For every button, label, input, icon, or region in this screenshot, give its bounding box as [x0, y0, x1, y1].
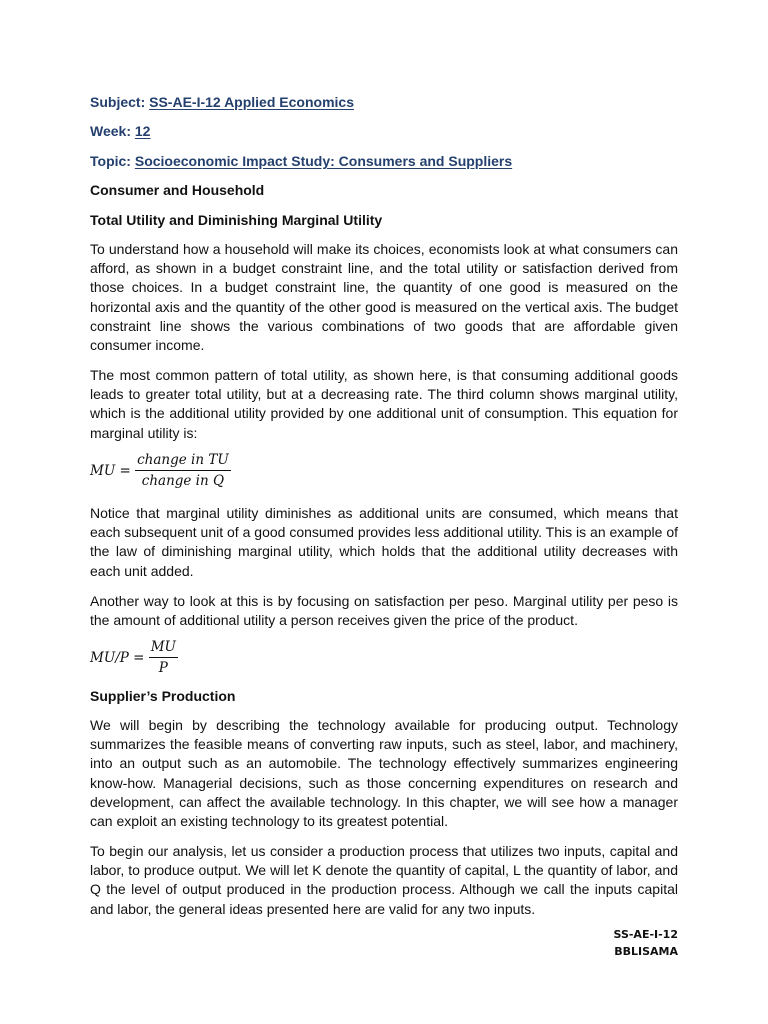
section-heading-supplier: Supplier’s Production: [90, 688, 236, 704]
paragraph-budget-constraint: To understand how a household will make its choices, economists look at what consumers can afford, as shown in a budget constraint line, and the total utility or satisfaction derived from those choices. In a budget constraint line, the quantity of one good is measured on the horizontal axis and the quantity of the other good is measured on the vertical axis. The budget constraint line shows the various combinations of two goods that are affordable given consumer income.: [90, 241, 678, 354]
subheading-utility: Total Utility and Diminishing Marginal Utility: [90, 212, 383, 228]
week-value: 12: [134, 123, 151, 139]
footer-author: BBLISAMA: [614, 945, 678, 958]
page-footer: [614, 926, 678, 960]
topic-label: Topic:: [90, 153, 131, 169]
equation-denominator: change in Q: [141, 473, 225, 489]
equation-denominator: P: [158, 660, 168, 676]
topic-value: Socioeconomic Impact Study: Consumers and Suppliers: [134, 153, 513, 169]
equation-fraction: [135, 452, 231, 489]
topic-line: [90, 152, 512, 170]
week-line: [90, 122, 150, 140]
footer-code: SS-AE-I-12: [613, 928, 678, 941]
equation-fraction: [149, 639, 178, 676]
paragraph-technology: We will begin by describing the technology available for producing output. Technology summarizes the feasible means of converting raw inputs, such as steel, labor, and machinery, into an output such as an automobile. The technology effectively summarizes engineering know-how. Managerial decisions, such as those concerning expenditures on research and development, can affect the available technology. In this chapter, we will see how a manager can exploit an existing technology to its greatest potential.: [90, 717, 678, 830]
subject-value: SS-AE-I-12 Applied Economics: [149, 94, 354, 110]
paragraph-per-peso: Another way to look at this is by focusing on satisfaction per peso. Marginal utility per peso is the amount of additional utility a person receives given the price of the product.: [90, 593, 678, 629]
week-label: Week:: [90, 123, 131, 139]
paragraph-production-process: To begin our analysis, let us consider a production process that utilizes two inputs, capital and labor, to produce output. We will let K denote the quantity of capital, L the quantity of labor, and Q the level of output produced in the production process. Although we call the inputs capital and labor, the general ideas presented here are valid for any two inputs.: [90, 843, 678, 917]
section-heading-consumer: Consumer and Household: [90, 182, 265, 198]
paragraph-diminishing: Notice that marginal utility diminishes as additional units are consumed, which means that each subsequent unit of a good consumed provides less additional utility. This is an example of the law of diminishing marginal utility, which holds that the additional utility decreases with each unit added.: [90, 505, 678, 579]
equation-lhs: MU/P =: [90, 649, 145, 666]
equation-numerator: change in TU: [135, 452, 231, 471]
equation-lhs: MU =: [90, 462, 131, 479]
paragraph-total-utility: The most common pattern of total utility, as shown here, is that consuming additional goods leads to greater total utility, but at a decreasing rate. The third column shows marginal utility, which is the additional utility provided by one additional unit of consumption. This equation for marginal utility is:: [90, 367, 678, 441]
subject-line: [90, 93, 354, 111]
utility-per-peso-equation: [90, 639, 178, 676]
equation-numerator: MU: [149, 639, 178, 658]
marginal-utility-equation: [90, 452, 231, 489]
subject-label: Subject:: [90, 94, 146, 110]
